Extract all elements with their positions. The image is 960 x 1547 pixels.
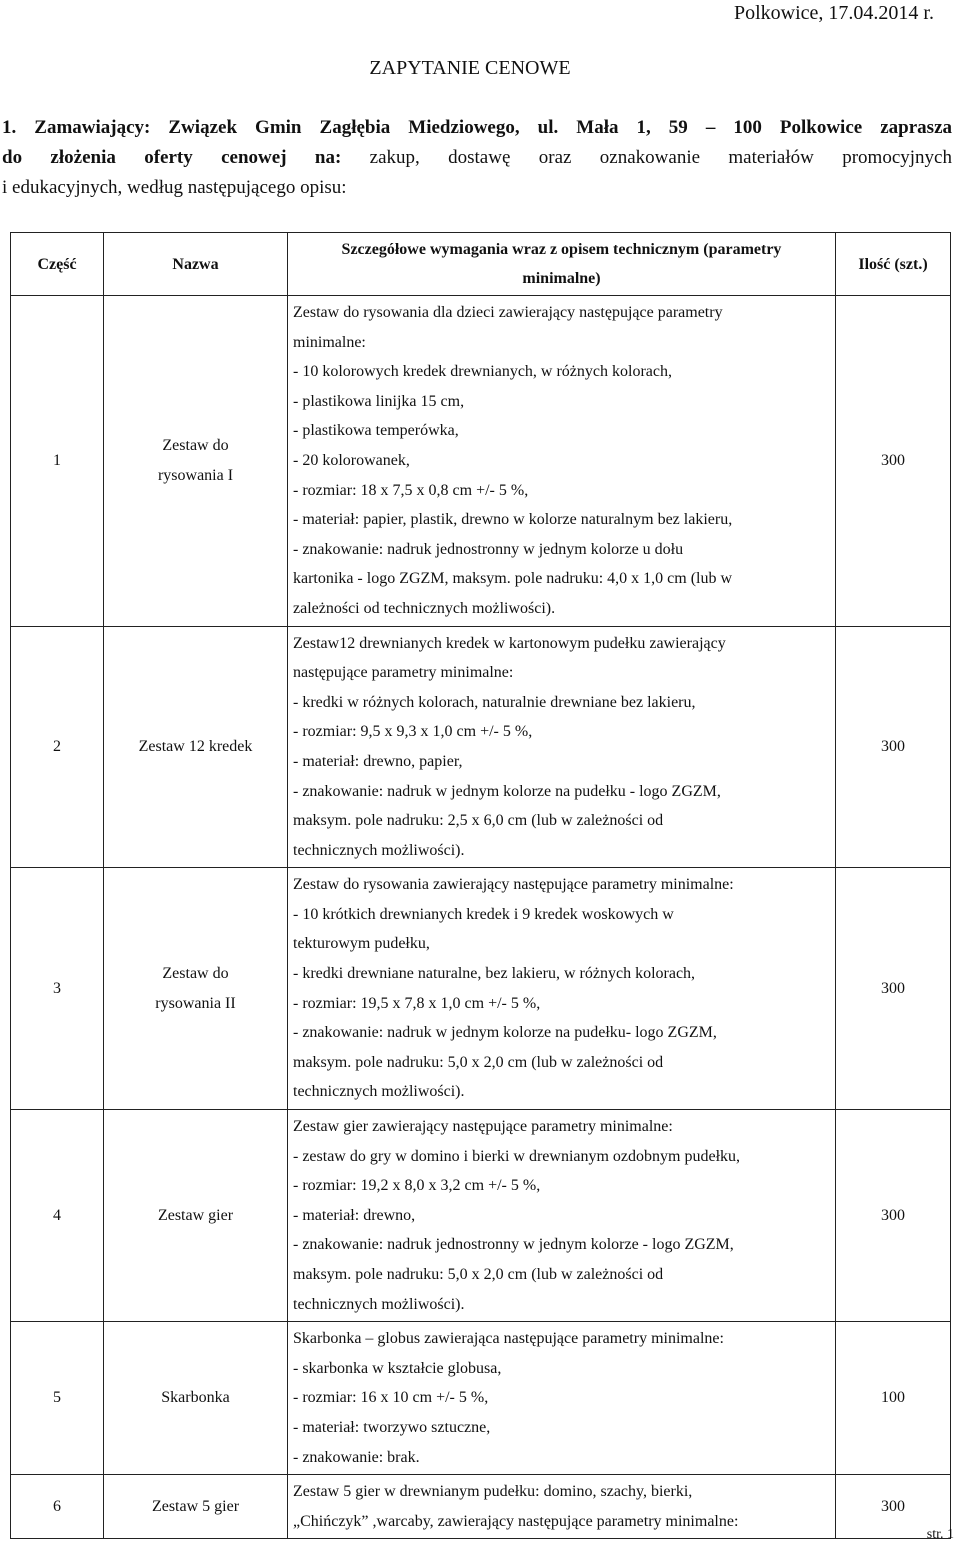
row-quantity: 300: [836, 1110, 951, 1322]
header-part: Część: [11, 233, 104, 296]
item-name-line: Zestaw do: [162, 964, 229, 982]
row-item-name: [104, 1322, 288, 1475]
row-part-number: 5: [11, 1322, 104, 1475]
description-line: - plastikowa linijka 15 cm,: [293, 392, 465, 410]
description-line: - kredki drewniane naturalne, bez lakieru, w różnych kolorach,: [293, 965, 696, 983]
intro-line-2: [2, 143, 952, 173]
row-quantity: 100: [836, 1322, 951, 1475]
description-line: maksym. pole nadruku: 5,0 x 2,0 cm (lub w zależności od: [293, 1053, 664, 1071]
document-title: ZAPYTANIE CENOWE: [369, 57, 571, 79]
row-part-number: 4: [11, 1110, 104, 1322]
row-description: [288, 1110, 836, 1322]
table-row: [11, 868, 951, 1110]
description-line: zależności od technicznych możliwości).: [293, 599, 556, 617]
row-quantity: 300: [836, 868, 951, 1110]
description-line: Zestaw do rysowania zawierający następujące parametry minimalne:: [293, 876, 734, 894]
description-line: tekturowym pudełku,: [293, 935, 430, 953]
description-line: - zestaw do gry w domino i bierki w drewnianym ozdobnym pudełku,: [293, 1147, 741, 1165]
description-line: technicznych możliwości).: [293, 1083, 465, 1101]
row-quantity: 300: [836, 626, 951, 868]
table-row: [11, 1475, 951, 1539]
description-line: - znakowanie: nadruk jednostronny w jednym kolorze u dołu: [293, 540, 684, 558]
row-item-name: [104, 296, 288, 627]
item-name-line: Zestaw 12 kredek: [138, 737, 253, 755]
table-header-row: [11, 233, 951, 296]
description-line: - 20 kolorowanek,: [293, 451, 410, 469]
description-line: Zestaw12 drewnianych kredek w kartonowym pudełku zawierający: [293, 634, 726, 652]
row-part-number: 1: [11, 296, 104, 627]
table-row: [11, 1110, 951, 1322]
table-row: [11, 296, 951, 627]
intro-line-3: i edukacyjnych, według następującego opisu:: [2, 177, 347, 198]
row-description: [288, 626, 836, 868]
description-line: maksym. pole nadruku: 2,5 x 6,0 cm (lub w zależności od: [293, 812, 664, 830]
description-line: - znakowanie: nadruk jednostronny w jednym kolorze - logo ZGZM,: [293, 1236, 734, 1254]
spec-table: [10, 232, 951, 1539]
item-name-line: Zestaw do: [162, 436, 229, 454]
page-number: str. 1: [926, 1527, 954, 1542]
item-name-line: Zestaw gier: [157, 1206, 234, 1224]
row-quantity: 300: [836, 296, 951, 627]
row-description: [288, 1322, 836, 1475]
description-line: - materiał: drewno, papier,: [293, 752, 463, 770]
header-desc-line-2: minimalne): [522, 270, 601, 287]
intro-line-1: [2, 113, 952, 143]
description-line: - kredki w różnych kolorach, naturalnie drewniane bez lakieru,: [293, 693, 696, 711]
intro-line-2-bold: do złożenia oferty cenowej na:: [2, 147, 342, 168]
description-line: następujące parametry minimalne:: [293, 664, 514, 682]
description-line: - znakowanie: nadruk w jednym kolorze na pudełku- logo ZGZM,: [293, 1024, 717, 1042]
description-line: technicznych możliwości).: [293, 841, 465, 859]
description-line: Zestaw 5 gier w drewnianym pudełku: domino, szachy, bierki,: [293, 1483, 693, 1501]
description-line: - materiał: papier, plastik, drewno w kolorze naturalnym bez lakieru,: [293, 511, 733, 529]
description-line: minimalne:: [293, 333, 366, 351]
item-name-line: rysowania II: [155, 994, 236, 1012]
item-name-line: rysowania I: [157, 466, 234, 484]
description-line: Skarbonka – globus zawierająca następujące parametry minimalne:: [293, 1330, 724, 1348]
description-line: - rozmiar: 19,5 x 7,8 x 1,0 cm +/- 5 %,: [293, 994, 541, 1012]
table-row: [11, 1322, 951, 1475]
description-line: - materiał: tworzywo sztuczne,: [293, 1418, 491, 1436]
row-part-number: 6: [11, 1475, 104, 1539]
header-desc: [288, 233, 836, 296]
description-line: Zestaw do rysowania dla dzieci zawierający następujące parametry: [293, 304, 723, 321]
intro-paragraph: [2, 113, 952, 203]
row-part-number: 3: [11, 868, 104, 1110]
description-line: - 10 kolorowych kredek drewnianych, w różnych kolorach,: [293, 363, 672, 381]
item-name-line: Zestaw 5 gier: [151, 1497, 240, 1515]
description-line: kartonika - logo ZGZM, maksym. pole nadruku: 4,0 x 1,0 cm (lub w: [293, 570, 733, 588]
row-description: [288, 296, 836, 627]
row-part-number: 2: [11, 626, 104, 868]
intro-line-1-bold: 1. Zamawiający: Związek Gmin Zagłębia Miedziowego, ul. Mała 1, 59 – 100 Polkowice zaprasza: [2, 117, 952, 138]
description-line: - znakowanie: brak.: [293, 1448, 420, 1466]
table-row: [11, 626, 951, 868]
row-item-name: [104, 1110, 288, 1322]
row-item-name: [104, 1475, 288, 1539]
description-line: - 10 krótkich drewnianych kredek i 9 kredek woskowych w: [293, 905, 674, 923]
header-desc-line-1: Szczegółowe wymagania wraz z opisem technicznym (parametry: [341, 241, 782, 258]
header-qty: Ilość (szt.): [836, 233, 951, 296]
description-line: - rozmiar: 19,2 x 8,0 x 3,2 cm +/- 5 %,: [293, 1177, 541, 1195]
row-item-name: [104, 626, 288, 868]
row-description: [288, 868, 836, 1110]
intro-line-2-rest: zakup, dostawę oraz oznakowanie materiałów promocyjnych: [341, 147, 952, 168]
row-description: [288, 1475, 836, 1539]
row-item-name: [104, 868, 288, 1110]
description-line: technicznych możliwości).: [293, 1295, 465, 1313]
description-line: Zestaw gier zawierający następujące parametry minimalne:: [293, 1118, 673, 1136]
row-quantity: 300: [836, 1475, 951, 1539]
description-line: - plastikowa temperówka,: [293, 422, 459, 440]
description-line: - rozmiar: 9,5 x 9,3 x 1,0 cm +/- 5 %,: [293, 723, 533, 741]
document-date: Polkowice, 17.04.2014 r.: [734, 2, 934, 24]
description-line: - skarbonka w kształcie globusa,: [293, 1359, 502, 1377]
description-line: maksym. pole nadruku: 5,0 x 2,0 cm (lub w zależności od: [293, 1266, 664, 1283]
item-name-line: Skarbonka: [161, 1389, 230, 1407]
description-line: - rozmiar: 16 x 10 cm +/- 5 %,: [293, 1389, 489, 1407]
description-line: - materiał: drewno,: [293, 1206, 416, 1224]
description-line: - rozmiar: 18 x 7,5 x 0,8 cm +/- 5 %,: [293, 481, 529, 499]
header-name: Nazwa: [104, 233, 288, 296]
description-line: - znakowanie: nadruk w jednym kolorze na pudełku - logo ZGZM,: [293, 782, 721, 800]
description-line: „Chińczyk” ,warcaby, zawierający następujące parametry minimalne:: [293, 1512, 739, 1530]
